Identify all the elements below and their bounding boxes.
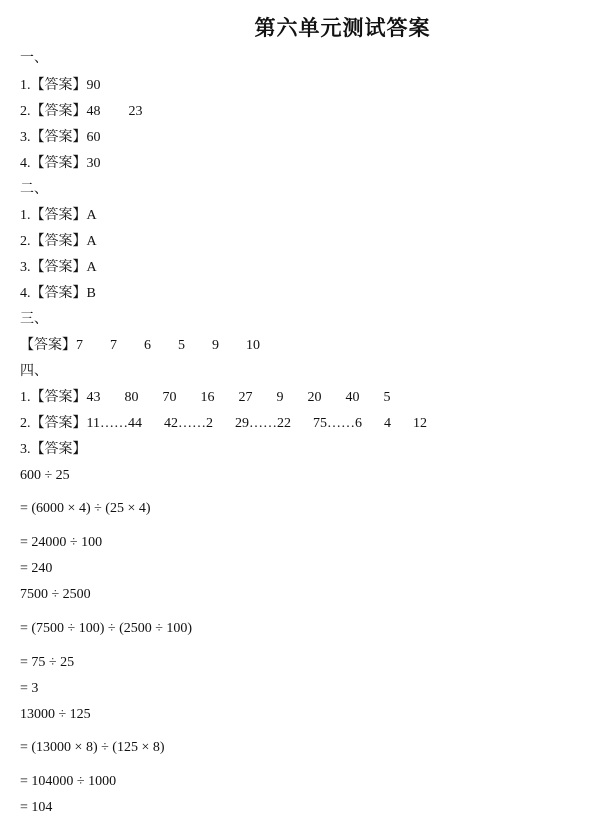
question-number: 1.: [20, 78, 31, 93]
answer-value: 70: [162, 390, 177, 405]
answer-value: 80: [124, 390, 139, 405]
answer-line: [20, 77, 101, 95]
answer-line: [20, 155, 101, 173]
question-number: 2.: [20, 416, 31, 431]
answer-value: 42……2: [163, 416, 213, 431]
calc-step: = 3: [20, 681, 39, 696]
answer-tag: 【答案】: [30, 130, 87, 145]
answer-tag: 【答案】: [30, 78, 87, 93]
answer-value: 29……22: [234, 416, 291, 431]
answer-value: 75……6: [312, 416, 362, 431]
calc-step: = (6000 × 4) ÷ (25 × 4): [20, 501, 151, 516]
answer-value: 5: [178, 338, 185, 353]
calc-step: = 104000 ÷ 1000: [20, 774, 117, 789]
answer-tag: 【答案】: [30, 416, 87, 431]
answer-value: 27: [238, 390, 253, 405]
question-number: 3.: [20, 260, 31, 275]
section-heading-2: 二、: [20, 182, 48, 197]
answer-value: 7: [76, 338, 83, 353]
calc-step: = 240: [20, 561, 53, 576]
answer-value: 20: [307, 390, 322, 405]
answer-tag: 【答案】: [30, 442, 87, 457]
section-heading-1: 一、: [20, 51, 48, 66]
calc-step: 600 ÷ 25: [20, 468, 70, 483]
answer-line: [20, 259, 97, 277]
answer-value: 90: [86, 78, 101, 93]
answer-value: A: [86, 208, 97, 223]
answer-line: [20, 337, 260, 355]
calc-step: 13000 ÷ 125: [20, 707, 91, 722]
answer-value: B: [86, 286, 96, 301]
answer-value: 48: [86, 104, 101, 119]
question-number: 3.: [20, 130, 31, 145]
section-heading-4: 四、: [20, 364, 48, 379]
answer-value: 30: [86, 156, 101, 171]
answer-value: 10: [246, 338, 260, 353]
question-number: 4.: [20, 286, 31, 301]
calc-step: = 24000 ÷ 100: [20, 535, 103, 550]
calc-step: = (7500 ÷ 100) ÷ (2500 ÷ 100): [20, 621, 193, 636]
answer-line: [20, 207, 97, 225]
answer-value: 7: [110, 338, 117, 353]
answer-tag: 【答案】: [30, 156, 87, 171]
answer-line: [20, 285, 96, 303]
calc-step: = (13000 × 8) ÷ (125 × 8): [20, 740, 165, 755]
answer-tag: 【答案】: [30, 390, 87, 405]
answer-value: 4: [383, 416, 391, 431]
answer-line: [20, 129, 101, 147]
calc-step: 7500 ÷ 2500: [20, 587, 91, 602]
answer-value: A: [86, 234, 97, 249]
answer-line: [20, 233, 97, 251]
question-number: 2.: [20, 104, 31, 119]
calc-step: = 104: [20, 800, 53, 815]
question-number: 1.: [20, 208, 31, 223]
answer-line: [20, 389, 391, 407]
question-number: 3.: [20, 442, 31, 457]
answer-tag: 【答案】: [30, 208, 87, 223]
answer-tag: 【答案】: [30, 234, 87, 249]
answer-value: 16: [200, 390, 215, 405]
answer-line: [20, 441, 87, 459]
answer-value: 6: [144, 338, 151, 353]
answer-value: 12: [412, 416, 427, 431]
answer-value: 40: [345, 390, 360, 405]
question-number: 4.: [20, 156, 31, 171]
answer-line: [20, 103, 143, 121]
answer-value: 43: [86, 390, 101, 405]
calc-step: = 75 ÷ 25: [20, 655, 75, 670]
answer-value: 9: [276, 390, 284, 405]
page-title: 第六单元测试答案: [254, 16, 431, 40]
answer-value: 23: [128, 104, 143, 119]
question-number: 2.: [20, 234, 31, 249]
answer-tag: 【答案】: [30, 286, 87, 301]
answer-value: 60: [86, 130, 101, 145]
answer-value: A: [86, 260, 97, 275]
answer-tag: 【答案】: [20, 338, 76, 353]
section-heading-3: 三、: [20, 312, 48, 327]
question-number: 1.: [20, 390, 31, 405]
answer-value: 9: [212, 338, 219, 353]
answer-line: [20, 415, 427, 433]
answer-tag: 【答案】: [30, 104, 87, 119]
answer-value: 11……44: [86, 416, 142, 431]
answer-value: 5: [383, 390, 391, 405]
answer-tag: 【答案】: [30, 260, 87, 275]
